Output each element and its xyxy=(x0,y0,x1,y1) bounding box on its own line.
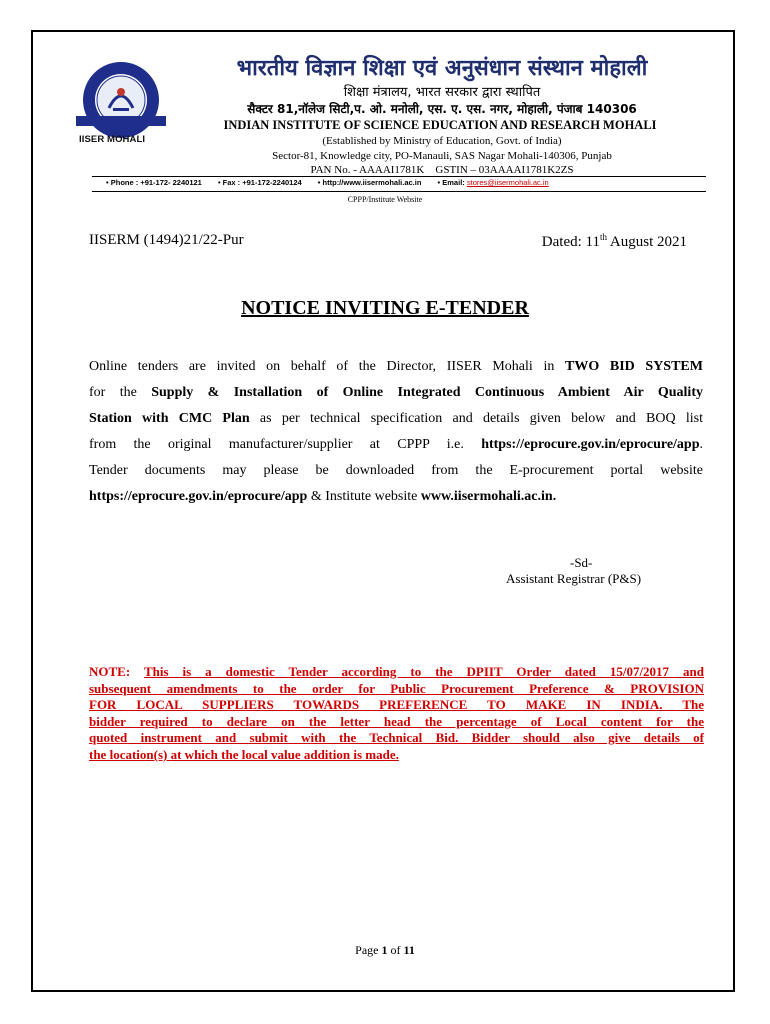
eprocure-link[interactable]: https://eprocure.gov.in/eprocure/app xyxy=(481,437,700,452)
established-line: (Established by Ministry of Education, Govt. of India) xyxy=(322,135,562,147)
bullet: • xyxy=(437,178,441,187)
contact-bar xyxy=(92,176,706,192)
body-bold: TWO BID SYSTEM xyxy=(564,359,703,374)
body-text: Tender documents may please be downloaded from the E-procurement portal website xyxy=(89,463,703,478)
logo-caption: IISER MOHALI xyxy=(79,134,146,145)
body-text: Online tenders are invited on behalf of the Director, IISER Mohali in xyxy=(89,359,565,374)
body-text: . xyxy=(699,437,703,452)
bullet: • xyxy=(317,178,321,187)
email-label: Email: xyxy=(442,178,465,187)
email-link[interactable]: stores@iisermohali.ac.in xyxy=(466,178,549,187)
website-link[interactable]: http://www.iisermohali.ac.in xyxy=(322,178,422,187)
note-line: quoted instrument and submit with the Technical Bid. Bidder should also give details of xyxy=(89,730,704,746)
body-text: from the original manufacturer/supplier at CPPP i.e. xyxy=(89,437,482,452)
address-line: Sector-81, Knowledge city, PO-Manauli, SAS Nagar Mohali-140306, Punjab xyxy=(272,150,612,162)
date-prefix: Dated: 11 xyxy=(541,234,600,250)
notice-body xyxy=(89,354,703,510)
signature-sd: -Sd- xyxy=(570,555,593,570)
eprocure-link[interactable]: https://eprocure.gov.in/eprocure/app xyxy=(89,489,308,504)
date-suffix: th xyxy=(599,232,607,242)
note-text: This is a domestic Tender according to the DPIIT Order dated 15/07/2017 and xyxy=(143,664,705,679)
body-line xyxy=(89,354,703,380)
note-line: FOR LOCAL SUPPLIERS TOWARDS PREFERENCE TO MAKE IN INDIA. The xyxy=(89,697,704,713)
note-line: the location(s) at which the local value addition is made. xyxy=(89,746,399,762)
fax-text: Fax : +91-172-2240124 xyxy=(222,178,302,187)
hindi-address: सैक्टर 81,नॉलेज सिटी,प. ओ. मनोली, एस. ए. एस. नगर, मोहाली, पंजाब 140306 xyxy=(247,102,637,116)
body-bold: Station with CMC Plan xyxy=(89,411,250,426)
page-current: 1 xyxy=(381,943,388,957)
body-line xyxy=(89,484,703,510)
body-text: as per technical specification and details given below and BOQ list xyxy=(249,411,703,426)
page-of: of xyxy=(387,943,404,957)
notice-title: NOTICE INVITING E-TENDER xyxy=(241,297,529,319)
body-bold: Supply & Installation of Online Integrated Continuous Ambient Air Quality xyxy=(151,385,703,400)
reference-number: IISERM (1494)21/22-Pur xyxy=(89,232,244,248)
body-text: for the xyxy=(89,385,152,400)
page-prefix: Page xyxy=(355,943,382,957)
body-line xyxy=(89,458,703,484)
body-line xyxy=(89,432,703,458)
phone-text: Phone : +91-172- 2240121 xyxy=(110,178,202,187)
note-line: bidder required to declare on the letter head the percentage of Local content for the xyxy=(89,713,704,729)
page-total: 11 xyxy=(403,943,415,957)
body-line xyxy=(89,380,703,406)
note-line: subsequent amendments to the order for Public Procurement Preference & PROVISION xyxy=(89,680,704,696)
bullet: • xyxy=(217,178,221,187)
note-line xyxy=(89,664,704,681)
cppp-line: CPPP/Institute Website xyxy=(347,195,423,204)
hindi-subtitle: शिक्षा मंत्रालय, भारत सरकार द्वारा स्थापित xyxy=(343,85,541,100)
english-institute-name: INDIAN INSTITUTE OF SCIENCE EDUCATION AND RESEARCH MOHALI xyxy=(223,118,657,132)
page-number xyxy=(0,943,770,958)
note-label: NOTE: xyxy=(89,664,144,679)
body-line xyxy=(89,406,703,432)
date-rest: August 2021 xyxy=(606,234,687,250)
body-text: & Institute website xyxy=(307,489,421,504)
institute-website-link[interactable]: www.iisermohali.ac.in. xyxy=(420,489,557,504)
domestic-tender-note xyxy=(89,664,704,764)
bullet: • xyxy=(106,178,109,187)
hindi-institute-title: भारतीय विज्ञान शिक्षा एवं अनुसंधान संस्थान मोहाली xyxy=(236,56,648,81)
signatory-designation: Assistant Registrar (P&S) xyxy=(506,571,642,586)
pan-gstin-line: PAN No. - AAAAI1781K GSTIN – 03AAAAI1781K2ZS xyxy=(310,164,574,176)
date xyxy=(542,232,687,251)
